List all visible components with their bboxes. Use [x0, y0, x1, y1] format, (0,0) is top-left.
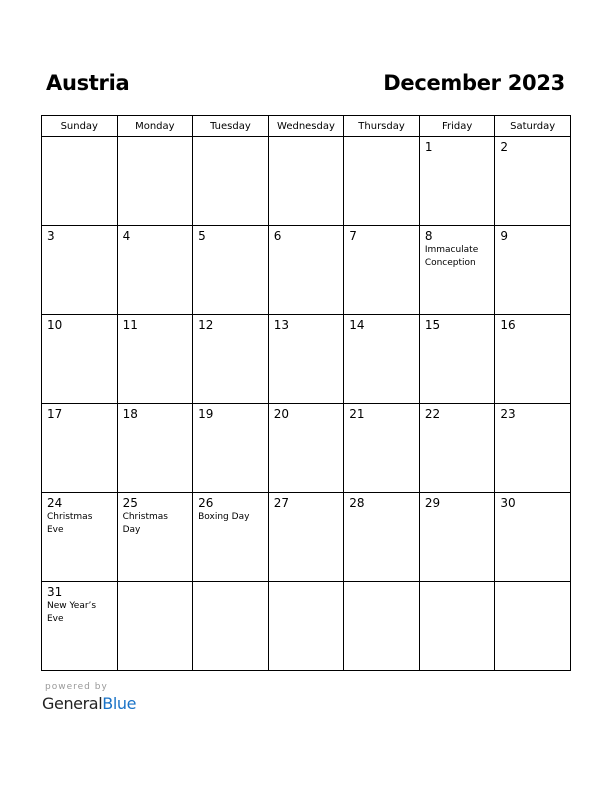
day-cell-content	[420, 226, 495, 270]
holiday-label: Immaculate Conception	[424, 245, 479, 268]
day-number: 2	[500, 140, 509, 154]
day-cell-content	[269, 404, 344, 421]
day-number: 19	[198, 407, 214, 421]
day-cell	[495, 493, 571, 582]
day-number: 26	[198, 496, 214, 510]
day-number: 28	[349, 496, 365, 510]
holiday-label: Boxing Day	[198, 512, 250, 522]
day-cell-content	[118, 404, 193, 421]
day-cell-content	[495, 493, 570, 510]
day-cell-content	[269, 493, 344, 510]
powered-by-label: powered by	[45, 682, 108, 692]
day-cell	[419, 404, 495, 493]
day-number: 24	[47, 496, 63, 510]
day-cell	[42, 226, 118, 315]
day-cell-content	[495, 582, 570, 585]
day-cell	[268, 315, 344, 404]
day-cell	[117, 137, 193, 226]
day-number: 16	[500, 318, 516, 332]
month-title: December 2023	[383, 71, 565, 95]
day-cell-content	[495, 137, 570, 154]
day-cell	[42, 315, 118, 404]
brand-general: General	[42, 694, 103, 713]
day-cell-content	[344, 137, 419, 140]
day-number: 29	[424, 496, 441, 510]
brand-blue: Blue	[102, 694, 137, 713]
day-number: 4	[122, 229, 131, 243]
day-cell	[495, 582, 571, 671]
day-cell-content	[193, 315, 268, 332]
day-cell	[419, 315, 495, 404]
day-cell-content	[193, 493, 268, 524]
day-number: 15	[424, 318, 441, 332]
day-cell-content	[193, 137, 268, 140]
day-cell	[117, 582, 193, 671]
day-cell	[117, 315, 193, 404]
day-cell-content	[193, 582, 268, 585]
day-cell	[268, 493, 344, 582]
day-cell	[419, 582, 495, 671]
day-cell-content	[118, 226, 193, 243]
day-number: 7	[349, 229, 357, 243]
day-number: 17	[47, 407, 63, 421]
day-cell-content	[344, 582, 419, 585]
day-number: 1	[424, 140, 433, 154]
day-number: 11	[122, 318, 138, 332]
day-cell	[344, 404, 420, 493]
day-number: 20	[273, 407, 289, 421]
day-cell	[193, 226, 269, 315]
day-number: 8	[424, 229, 433, 243]
day-cell	[495, 137, 571, 226]
day-cell	[344, 137, 420, 226]
weekday-sunday: Sunday	[42, 116, 118, 137]
day-number: 12	[198, 318, 214, 332]
day-number: 13	[273, 318, 289, 332]
country-title: Austria	[46, 71, 130, 95]
day-cell	[193, 582, 269, 671]
day-cell	[344, 493, 420, 582]
day-cell-content	[42, 582, 117, 626]
day-cell	[495, 226, 571, 315]
day-cell	[268, 582, 344, 671]
day-number: 22	[424, 407, 441, 421]
day-cell-content	[420, 404, 495, 421]
day-cell	[193, 315, 269, 404]
day-cell-content	[344, 226, 419, 243]
weekday-thursday: Thursday	[344, 116, 420, 137]
holiday-label: Christmas Day	[122, 512, 168, 535]
day-cell-content	[344, 404, 419, 421]
day-cell-content	[118, 493, 193, 537]
day-cell-content	[269, 226, 344, 243]
day-number: 25	[122, 496, 138, 510]
week-row	[42, 226, 571, 315]
day-cell-content	[118, 137, 193, 140]
week-row	[42, 493, 571, 582]
day-cell	[193, 404, 269, 493]
generalblue-logo[interactable]	[42, 694, 136, 713]
day-number: 21	[349, 407, 365, 421]
weekday-wednesday: Wednesday	[268, 116, 344, 137]
week-row	[42, 315, 571, 404]
day-cell-content	[495, 404, 570, 421]
day-cell-content	[420, 137, 495, 154]
day-cell	[344, 226, 420, 315]
day-cell	[42, 137, 118, 226]
weekday-monday: Monday	[117, 116, 193, 137]
weekday-header-row	[42, 116, 571, 137]
day-cell-content	[495, 315, 570, 332]
day-cell-content	[42, 137, 117, 140]
day-cell	[42, 404, 118, 493]
day-cell	[419, 493, 495, 582]
day-cell-content	[269, 137, 344, 140]
day-cell	[117, 226, 193, 315]
day-cell-content	[420, 315, 495, 332]
day-number: 30	[500, 496, 516, 510]
weekday-saturday: Saturday	[495, 116, 571, 137]
day-cell-content	[42, 493, 117, 537]
calendar-body	[42, 137, 571, 671]
day-number: 3	[47, 229, 55, 243]
day-cell	[268, 137, 344, 226]
day-number: 6	[273, 229, 282, 243]
day-cell-content	[42, 226, 117, 243]
week-row	[42, 137, 571, 226]
day-number: 14	[349, 318, 365, 332]
day-number: 10	[47, 318, 63, 332]
day-cell-content	[193, 226, 268, 243]
day-cell-content	[420, 582, 495, 585]
day-cell	[268, 404, 344, 493]
day-number: 27	[273, 496, 289, 510]
day-number: 23	[500, 407, 516, 421]
day-cell	[268, 226, 344, 315]
weekday-tuesday: Tuesday	[193, 116, 269, 137]
day-cell	[42, 582, 118, 671]
day-cell	[495, 315, 571, 404]
day-cell	[117, 404, 193, 493]
day-cell	[419, 137, 495, 226]
day-number: 5	[198, 229, 206, 243]
day-cell	[344, 315, 420, 404]
day-cell-content	[269, 582, 344, 585]
day-cell	[117, 493, 193, 582]
day-cell	[193, 137, 269, 226]
day-cell-content	[420, 493, 495, 510]
day-cell	[344, 582, 420, 671]
day-cell-content	[42, 315, 117, 332]
day-cell	[42, 493, 118, 582]
day-cell	[495, 404, 571, 493]
day-number: 18	[122, 407, 138, 421]
calendar-grid	[41, 115, 571, 671]
day-cell-content	[193, 404, 268, 421]
holiday-label: New Year’s Eve	[47, 601, 97, 624]
day-cell-content	[495, 226, 570, 243]
day-cell	[193, 493, 269, 582]
day-cell-content	[344, 493, 419, 510]
holiday-label: Christmas Eve	[47, 512, 93, 535]
day-cell-content	[118, 582, 193, 585]
day-number: 31	[47, 585, 63, 599]
day-cell-content	[269, 315, 344, 332]
day-cell-content	[42, 404, 117, 421]
day-cell	[419, 226, 495, 315]
week-row	[42, 582, 571, 671]
week-row	[42, 404, 571, 493]
day-cell-content	[344, 315, 419, 332]
weekday-friday: Friday	[419, 116, 495, 137]
day-number: 9	[500, 229, 509, 243]
day-cell-content	[118, 315, 193, 332]
